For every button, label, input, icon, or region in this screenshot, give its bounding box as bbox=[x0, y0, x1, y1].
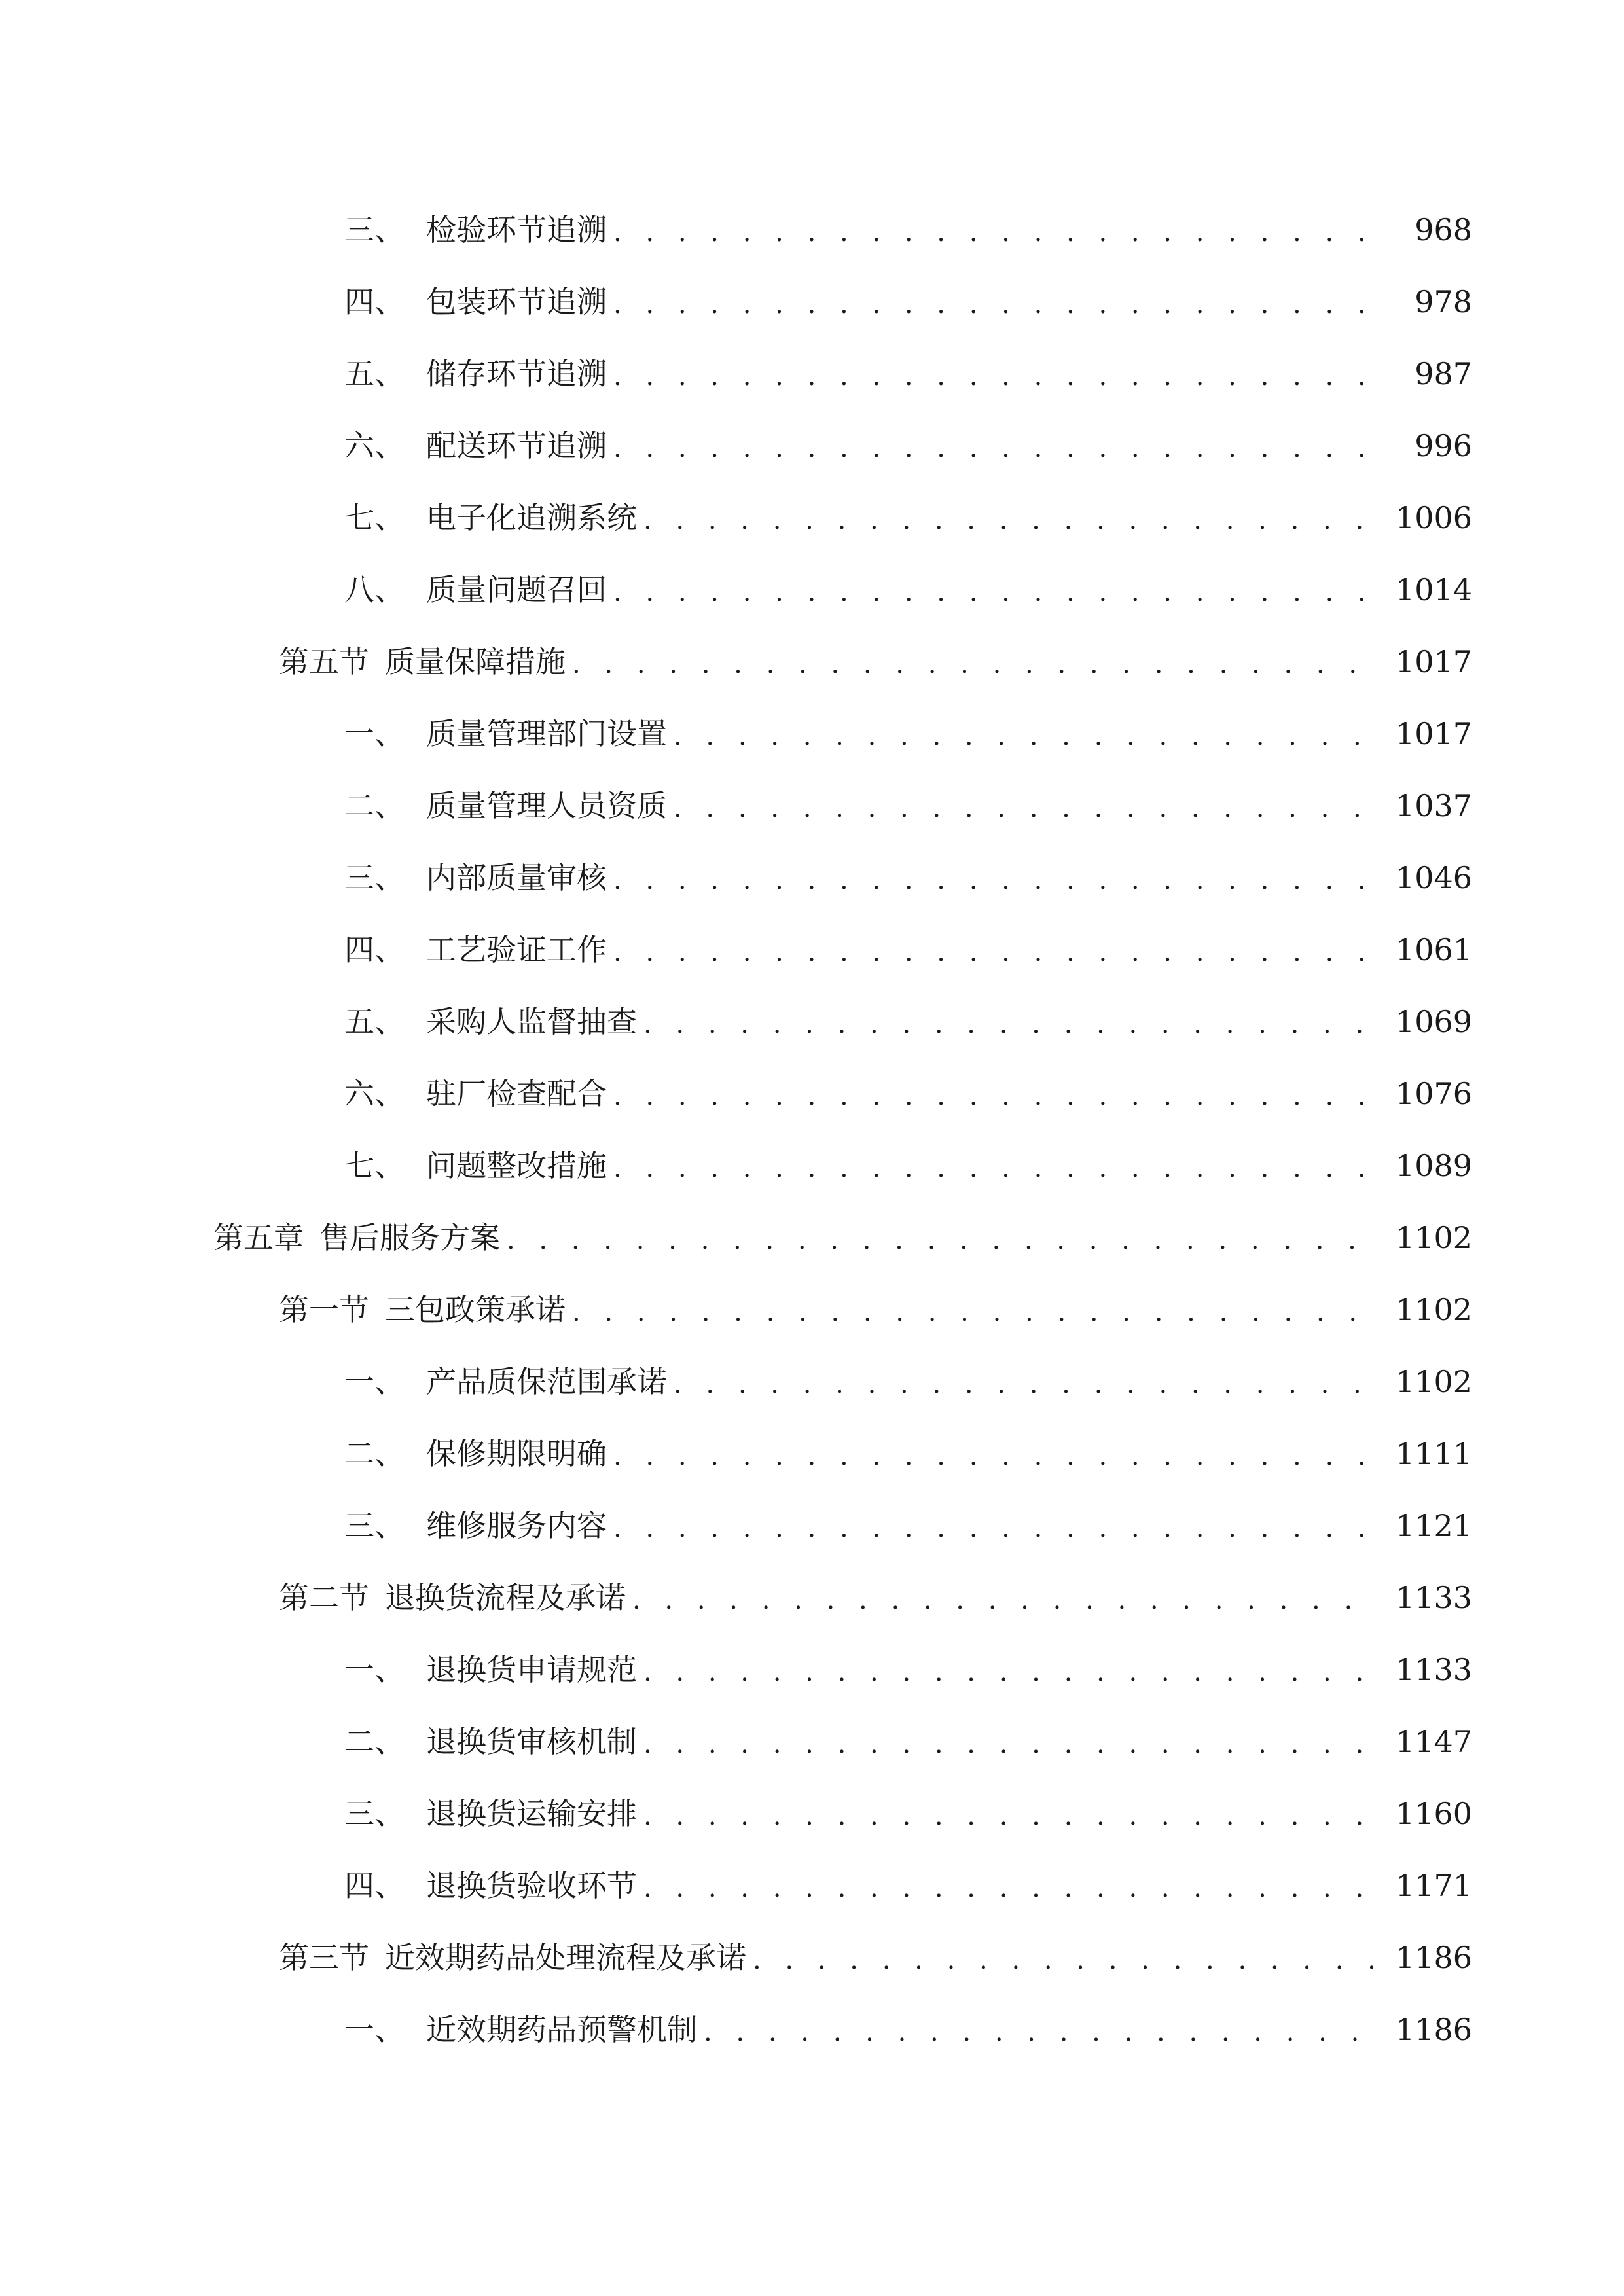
toc-entry-number: 三、 bbox=[344, 212, 405, 247]
toc-entry-number: 五、 bbox=[344, 356, 405, 391]
toc-entry[interactable] bbox=[0, 986, 1624, 1058]
toc-entry-page: 1017 bbox=[1374, 642, 1472, 681]
toc-entry-page: 1102 bbox=[1374, 1290, 1472, 1329]
toc-leader-dots bbox=[643, 1725, 1374, 1764]
toc-entry-title: 采购人监督抽查 bbox=[426, 1004, 637, 1039]
toc-section-entry[interactable] bbox=[0, 1562, 1624, 1634]
toc-leader-dots bbox=[613, 933, 1374, 972]
toc-leader-dots bbox=[613, 573, 1374, 612]
toc-leader-dots bbox=[613, 1437, 1374, 1476]
toc-entry-number: 三、 bbox=[344, 860, 405, 895]
toc-leader-dots bbox=[643, 1653, 1374, 1692]
toc-entry-number: 四、 bbox=[344, 1868, 405, 1903]
toc-entry-number: 一、 bbox=[344, 2012, 405, 2047]
toc-entry[interactable] bbox=[0, 770, 1624, 842]
toc-entry-page: 968 bbox=[1374, 210, 1472, 249]
toc-entry-title: 包装环节追溯 bbox=[426, 284, 607, 319]
toc-entry-number: 一、 bbox=[344, 1364, 405, 1399]
toc-entry-title: 驻厂检查配合 bbox=[426, 1076, 607, 1111]
toc-entry[interactable] bbox=[0, 1418, 1624, 1490]
toc-entry-page: 1046 bbox=[1374, 858, 1472, 897]
toc-entry-page: 1102 bbox=[1374, 1218, 1472, 1257]
table-of-contents bbox=[0, 194, 1624, 2066]
toc-entry-page: 1102 bbox=[1374, 1362, 1472, 1401]
toc-entry-page: 1133 bbox=[1374, 1650, 1472, 1689]
toc-leader-dots bbox=[674, 1365, 1374, 1404]
toc-entry-title: 退换货流程及承诺 bbox=[385, 1580, 626, 1615]
toc-entry-title: 质量问题召回 bbox=[426, 572, 607, 607]
toc-leader-dots bbox=[613, 213, 1374, 252]
toc-entry-number: 一、 bbox=[344, 716, 405, 751]
toc-entry-page: 1186 bbox=[1374, 2010, 1472, 2049]
toc-entry-page: 1061 bbox=[1374, 930, 1472, 969]
toc-entry[interactable] bbox=[0, 1130, 1624, 1202]
toc-entry-number: 第五节 bbox=[279, 644, 369, 679]
toc-leader-dots bbox=[613, 1149, 1374, 1188]
toc-entry-page: 1069 bbox=[1374, 1002, 1472, 1041]
toc-entry-number: 六、 bbox=[344, 428, 405, 463]
toc-leader-dots bbox=[643, 1797, 1374, 1836]
toc-leader-dots bbox=[704, 2013, 1374, 2052]
toc-entry[interactable] bbox=[0, 1850, 1624, 1922]
toc-leader-dots bbox=[507, 1221, 1374, 1260]
toc-leader-dots bbox=[572, 645, 1374, 684]
toc-leader-dots bbox=[632, 1581, 1374, 1620]
toc-entry-title: 售后服务方案 bbox=[319, 1220, 500, 1255]
toc-entry-number: 五、 bbox=[344, 1004, 405, 1039]
toc-entry-page: 1147 bbox=[1374, 1722, 1472, 1761]
toc-entry-page: 1160 bbox=[1374, 1794, 1472, 1833]
toc-entry-number: 四、 bbox=[344, 284, 405, 319]
toc-entry-title: 产品质保范围承诺 bbox=[426, 1364, 667, 1399]
toc-entry[interactable] bbox=[0, 482, 1624, 554]
toc-entry-title: 近效期药品处理流程及承诺 bbox=[385, 1940, 746, 1975]
toc-entry[interactable] bbox=[0, 554, 1624, 626]
toc-leader-dots bbox=[613, 861, 1374, 900]
toc-entry-title: 近效期药品预警机制 bbox=[426, 2012, 697, 2047]
toc-entry[interactable] bbox=[0, 1994, 1624, 2066]
toc-entry-title: 质量管理部门设置 bbox=[426, 716, 667, 751]
toc-entry[interactable] bbox=[0, 1490, 1624, 1562]
toc-entry[interactable] bbox=[0, 1778, 1624, 1850]
toc-entry-number: 第一节 bbox=[279, 1292, 369, 1327]
toc-entry-page: 996 bbox=[1374, 426, 1472, 465]
toc-entry[interactable] bbox=[0, 1706, 1624, 1778]
toc-entry-number: 第三节 bbox=[279, 1940, 369, 1975]
toc-entry-title: 电子化追溯系统 bbox=[426, 500, 637, 535]
toc-entry[interactable] bbox=[0, 266, 1624, 338]
toc-entry-title: 退换货审核机制 bbox=[426, 1724, 637, 1759]
toc-entry[interactable] bbox=[0, 1058, 1624, 1130]
toc-section-entry[interactable] bbox=[0, 1274, 1624, 1346]
toc-entry-page: 1111 bbox=[1374, 1434, 1472, 1473]
toc-entry-number: 三、 bbox=[344, 1796, 405, 1831]
toc-leader-dots bbox=[613, 1077, 1374, 1116]
toc-entry-title: 质量管理人员资质 bbox=[426, 788, 667, 823]
toc-leader-dots bbox=[753, 1941, 1374, 1980]
toc-entry-number: 二、 bbox=[344, 1436, 405, 1471]
toc-entry-title: 内部质量审核 bbox=[426, 860, 607, 895]
toc-entry-page: 1171 bbox=[1374, 1866, 1472, 1905]
toc-entry-number: 七、 bbox=[344, 500, 405, 535]
toc-entry-number: 一、 bbox=[344, 1652, 405, 1687]
toc-entry[interactable] bbox=[0, 410, 1624, 482]
toc-entry-number: 第五章 bbox=[213, 1220, 304, 1255]
toc-entry-title: 退换货验收环节 bbox=[426, 1868, 637, 1903]
toc-entry-title: 退换货申请规范 bbox=[426, 1652, 637, 1687]
toc-leader-dots bbox=[643, 1005, 1374, 1044]
toc-entry[interactable] bbox=[0, 914, 1624, 986]
toc-entry-page: 1017 bbox=[1374, 714, 1472, 753]
toc-leader-dots bbox=[643, 501, 1374, 540]
toc-entry-title: 配送环节追溯 bbox=[426, 428, 607, 463]
toc-entry-page: 978 bbox=[1374, 282, 1472, 321]
toc-entry[interactable] bbox=[0, 1346, 1624, 1418]
toc-section-entry[interactable] bbox=[0, 1922, 1624, 1994]
toc-entry-title: 质量保障措施 bbox=[385, 644, 566, 679]
toc-entry[interactable] bbox=[0, 842, 1624, 914]
toc-entry-title: 工艺验证工作 bbox=[426, 932, 607, 967]
toc-entry-page: 1121 bbox=[1374, 1506, 1472, 1545]
toc-entry-number: 二、 bbox=[344, 788, 405, 823]
toc-entry-title: 储存环节追溯 bbox=[426, 356, 607, 391]
toc-chapter-entry[interactable] bbox=[0, 1202, 1624, 1274]
toc-entry-title: 维修服务内容 bbox=[426, 1508, 607, 1543]
toc-entry-page: 1133 bbox=[1374, 1578, 1472, 1617]
toc-entry-number: 六、 bbox=[344, 1076, 405, 1111]
toc-entry[interactable] bbox=[0, 194, 1624, 266]
toc-leader-dots bbox=[613, 1509, 1374, 1548]
toc-entry[interactable] bbox=[0, 338, 1624, 410]
toc-entry-number: 八、 bbox=[344, 572, 405, 607]
toc-entry-title: 检验环节追溯 bbox=[426, 212, 607, 247]
toc-entry-title: 保修期限明确 bbox=[426, 1436, 607, 1471]
toc-entry-page: 1006 bbox=[1374, 498, 1472, 537]
toc-entry[interactable] bbox=[0, 1634, 1624, 1706]
toc-section-entry[interactable] bbox=[0, 626, 1624, 698]
toc-entry-page: 987 bbox=[1374, 354, 1472, 393]
toc-entry-number: 七、 bbox=[344, 1148, 405, 1183]
toc-entry-page: 1089 bbox=[1374, 1146, 1472, 1185]
toc-entry[interactable] bbox=[0, 698, 1624, 770]
toc-entry-page: 1037 bbox=[1374, 786, 1472, 825]
toc-entry-number: 第二节 bbox=[279, 1580, 369, 1615]
toc-leader-dots bbox=[572, 1293, 1374, 1332]
toc-leader-dots bbox=[643, 1869, 1374, 1908]
toc-entry-page: 1076 bbox=[1374, 1074, 1472, 1113]
toc-entry-title: 问题整改措施 bbox=[426, 1148, 607, 1183]
toc-leader-dots bbox=[613, 357, 1374, 396]
toc-leader-dots bbox=[613, 285, 1374, 324]
toc-entry-number: 四、 bbox=[344, 932, 405, 967]
toc-entry-number: 二、 bbox=[344, 1724, 405, 1759]
toc-leader-dots bbox=[674, 717, 1374, 756]
toc-leader-dots bbox=[674, 789, 1374, 828]
toc-entry-title: 三包政策承诺 bbox=[385, 1292, 566, 1327]
toc-entry-title: 退换货运输安排 bbox=[426, 1796, 637, 1831]
toc-entry-number: 三、 bbox=[344, 1508, 405, 1543]
toc-entry-page: 1014 bbox=[1374, 570, 1472, 609]
toc-entry-page: 1186 bbox=[1374, 1938, 1472, 1977]
toc-leader-dots bbox=[613, 429, 1374, 468]
